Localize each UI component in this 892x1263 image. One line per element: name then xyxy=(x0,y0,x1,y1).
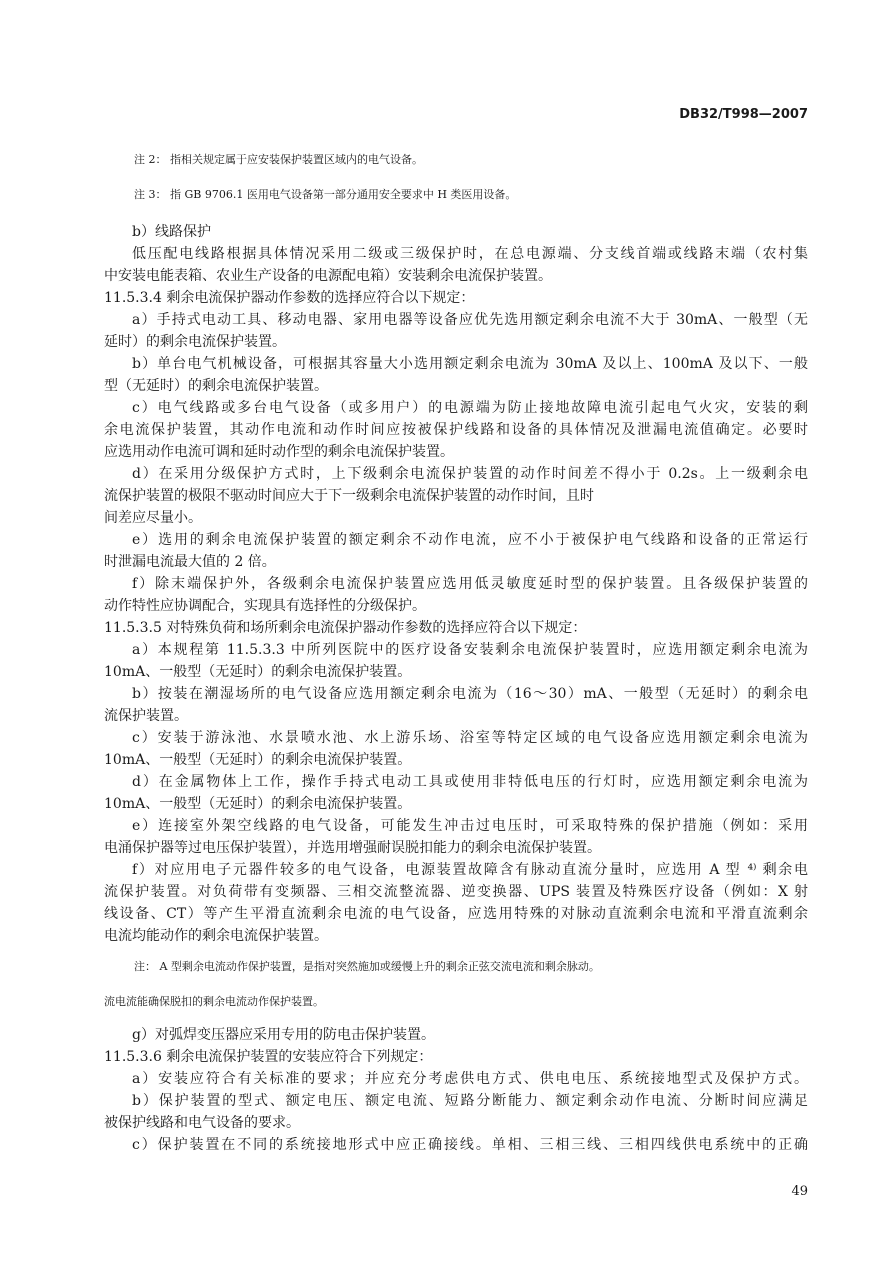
text-line: f）对应用电子元器件较多的电气设备，电源装置故障含有脉动直流分量时，应选用 A 型 ⁴⁾ 剩余电 xyxy=(132,862,808,878)
text-line: g）对弧焊变压器应采用专用的防电击保护装置。 xyxy=(132,1027,435,1043)
text-line: 低压配电线路根据具体情况采用二级或三级保护时，在总电源端、分支线首端或线路末端（农村集 xyxy=(132,246,808,262)
text-line: b）单台电气机械设备，可根据其容量大小选用额定剩余电流为 30mA 及以上、100mA 及以下、一般 xyxy=(132,356,808,372)
note-line: 流电流能确保脱扣的剩余电流动作保护装置。 xyxy=(104,995,324,1008)
text-line: b）按装在潮湿场所的电气设备应选用额定剩余电流为（16～30）mA、一般型（无延时）的剩余电 xyxy=(132,686,808,702)
text-line: 电涌保护器等过电压保护装置），并选用增强耐误脱扣能力的剩余电流保护装置。 xyxy=(104,840,601,856)
text-line: 延时）的剩余电流保护装置。 xyxy=(104,334,286,350)
text-line: e）选用的剩余电流保护装置的额定剩余不动作电流，应不小于被保护电气线路和设备的正常运行 xyxy=(132,532,808,548)
text-line: b）保护装置的型式、额定电压、额定电流、短路分断能力、额定剩余动作电流、分断时间应满足 xyxy=(132,1093,808,1109)
text-line: a）本规程第 11.5.3.3 中所列医院中的医疗设备安装剩余电流保护装置时，应选用额定剩余电流为 xyxy=(132,642,808,658)
text-line: 流保护装置。对负荷带有变频器、三相交流整流器、逆变换器、UPS 装置及特殊医疗设备（例如：X 射 xyxy=(104,884,808,900)
text-line: 型（无延时）的剩余电流保护装置。 xyxy=(104,378,328,394)
text-line: c）电气线路或多台电气设备（或多用户）的电源端为防止接地故障电流引起电气火灾，安装的剩 xyxy=(132,400,808,416)
text-line: 10mA、一般型（无延时）的剩余电流保护装置。 xyxy=(104,752,412,768)
note-line: 注 2： 指相关规定属于应安装保护装置区域内的电气设备。 xyxy=(134,153,423,166)
text-line: 应选用动作电流可调和延时动作型的剩余电流保护装置。 xyxy=(104,444,454,460)
page-number: 49 xyxy=(791,1184,808,1199)
note-line: 注 3： 指 GB 9706.1 医用电气设备第一部分通用安全要求中 H 类医用设备。 xyxy=(134,188,517,201)
text-line: f）除末端保护外，各级剩余电流保护装置应选用低灵敏度延时型的保护装置。且各级保护装置的 xyxy=(132,576,808,592)
text-line: a）安装应符合有关标准的要求；并应充分考虑供电方式、供电电压、系统接地型式及保护方式。 xyxy=(132,1071,808,1087)
section-heading: 11.5.3.6 剩余电流保护装置的安装应符合下列规定： xyxy=(104,1049,433,1065)
text-line: 时泄漏电流最大值的 2 倍。 xyxy=(104,554,276,570)
text-line: d）在采用分级保护方式时，上下级剩余电流保护装置的动作时间差不得小于 0.2s。上一级剩余电 xyxy=(132,466,808,482)
text-line: 10mA、一般型（无延时）的剩余电流保护装置。 xyxy=(104,664,412,680)
text-line: 线设备、CT）等产生平滑直流剩余电流的电气设备，应选用特殊的对脉动直流剩余电流和平滑直流剩余 xyxy=(104,906,808,922)
text-line: 流保护装置的极限不驱动时间应大于下一级剩余电流保护装置的动作时间，且时 xyxy=(104,488,594,504)
text-line: 间差应尽量小。 xyxy=(104,510,202,526)
text-line: c）保护装置在不同的系统接地形式中应正确接线。单相、三相三线、三相四线供电系统中的正确 xyxy=(132,1137,808,1153)
text-line: 中安装电能表箱、农业生产设备的电源配电箱）安装剩余电流保护装置。 xyxy=(104,268,552,284)
text-line: 被保护线路和电气设备的要求。 xyxy=(104,1115,300,1131)
text-line: 电流均能动作的剩余电流保护装置。 xyxy=(104,928,328,944)
text-line: c）安装于游泳池、水景喷水池、水上游乐场、浴室等特定区域的电气设备应选用额定剩余电流为 xyxy=(132,730,808,746)
text-line: 10mA、一般型（无延时）的剩余电流保护装置。 xyxy=(104,796,412,812)
text-line: 动作特性应协调配合，实现具有选择性的分级保护。 xyxy=(104,598,426,614)
text-line: 流保护装置。 xyxy=(104,708,188,724)
text-line: a）手持式电动工具、移动电器、家用电器等设备应优先选用额定剩余电流不大于 30mA、一般型（无 xyxy=(132,312,808,328)
section-heading: 11.5.3.4 剩余电流保护器动作参数的选择应符合以下规定： xyxy=(104,290,475,306)
section-heading: 11.5.3.5 对特殊负荷和场所剩余电流保护器动作参数的选择应符合以下规定： xyxy=(104,620,587,636)
document-body xyxy=(104,142,808,1158)
text-line: d）在金属物体上工作，操作手持式电动工具或使用非特低电压的行灯时，应选用额定剩余电流为 xyxy=(132,774,808,790)
note-line: 注： A 型剩余电流动作保护装置，是指对突然施加或缓慢上升的剩余正弦交流电流和剩余脉动。 xyxy=(134,960,600,973)
text-line: 余电流保护装置，其动作电流和动作时间应按被保护线路和设备的具体情况及泄漏电流值确定。必要时 xyxy=(104,422,808,438)
document-code: DB32/T998—2007 xyxy=(679,107,808,122)
text-line: b）线路保护 xyxy=(132,224,211,240)
text-line: e）连接室外架空线路的电气设备，可能发生冲击过电压时，可采取特殊的保护措施（例如：采用 xyxy=(132,818,808,834)
